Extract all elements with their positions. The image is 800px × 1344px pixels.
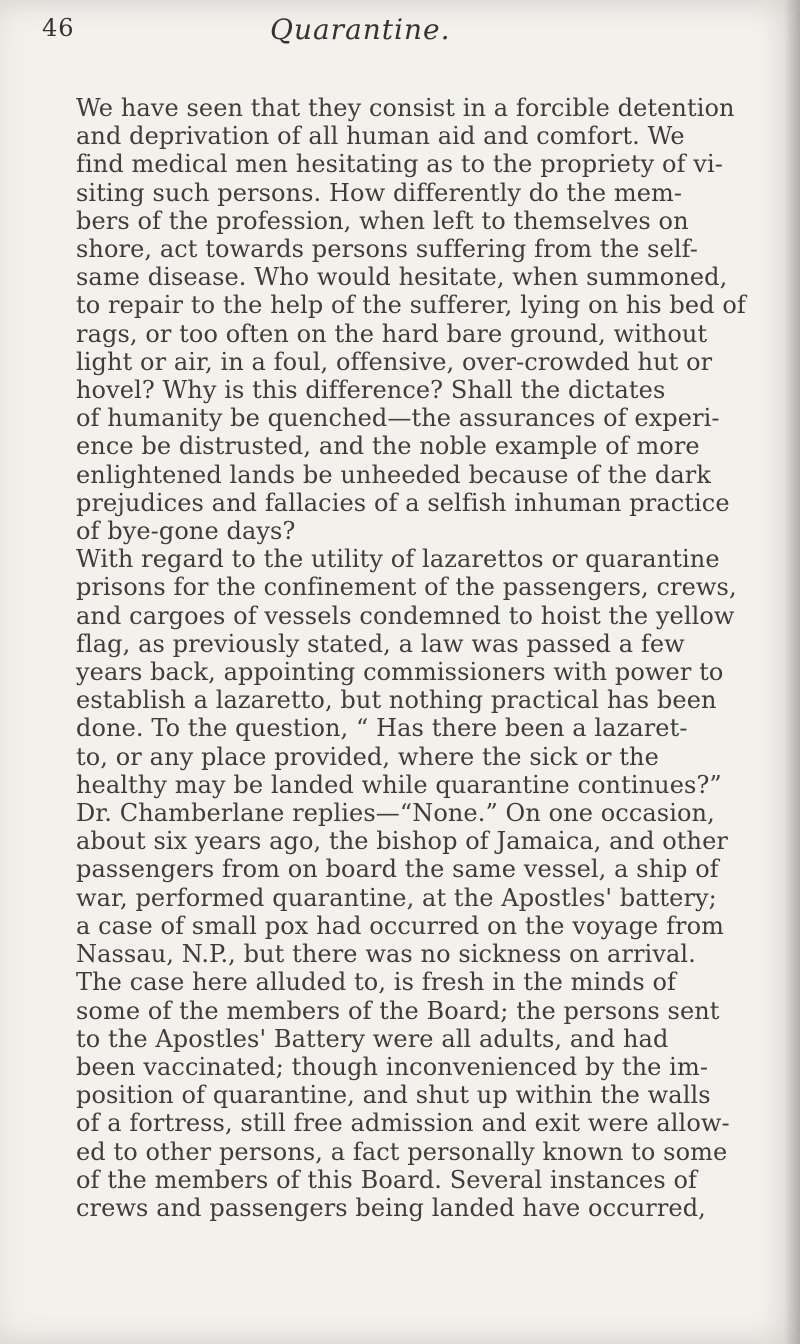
text-line: done. To the question, “ Has there been a lazaret- [76, 714, 688, 743]
text-line: position of quarantine, and shut up within the walls [76, 1081, 711, 1110]
text-line: The case here alluded to, is fresh in the minds of [76, 968, 676, 997]
main-text [52, 94, 770, 1222]
text-line: establish a lazaretto, but nothing practical has been [76, 686, 717, 715]
text-line: to repair to the help of the sufferer, lying on his bed of [76, 291, 746, 320]
text-line: light or air, in a foul, offensive, over-crowded hut or [76, 347, 713, 376]
text-line: and cargoes of vessels condemned to hoist the yellow [76, 601, 735, 630]
text-line: We have seen that they consist in a forcible detention [76, 94, 735, 122]
page-header [42, 8, 772, 62]
text-line: been vaccinated; though inconvenienced by the im- [76, 1052, 709, 1081]
text-line: shore, act towards persons suffering from the self- [76, 235, 699, 264]
text-line: a case of small pox had occurred on the voyage from [76, 911, 725, 940]
text-line: rags, or too often on the hard bare ground, without [76, 319, 708, 348]
text-line: of a fortress, still free admission and exit were allow- [76, 1109, 730, 1138]
text-line: years back, appointing commissioners with power to [76, 658, 724, 687]
text-line: prejudices and fallacies of a selfish inhuman practice [76, 488, 730, 517]
text-line: same disease. Who would hesitate, when summoned, [76, 263, 728, 292]
paragraph-one [52, 94, 770, 545]
text-line: find medical men hesitating as to the propriety of vi- [76, 150, 723, 179]
text-line: Nassau, N.P., but there was no sickness on arrival. [76, 940, 696, 969]
text-line: crews and passengers being landed have occurred, [76, 1193, 706, 1222]
running-title: Quarantine. [270, 13, 451, 46]
text-line: of humanity be quenched—the assurances of experi- [76, 404, 720, 433]
text-line: healthy may be landed while quarantine continues?” [76, 770, 722, 799]
page-edge-shadow [784, 0, 800, 1344]
text-line: and deprivation of all human aid and comfort. We [76, 122, 685, 151]
text-line: ed to other persons, a fact personally known to some [76, 1137, 728, 1166]
text-line: flag, as previously stated, a law was passed a few [76, 629, 685, 658]
text-line: about six years ago, the bishop of Jamaica, and other [76, 827, 728, 856]
text-line: ence be distrusted, and the noble example of more [76, 432, 700, 461]
text-line: passengers from on board the same vessel, a ship of [76, 855, 719, 884]
text-line: of the members of this Board. Several instances of [76, 1165, 698, 1194]
text-line: Dr. Chamberlane replies—“None.” On one occasion, [76, 799, 715, 828]
text-line: hovel? Why is this difference? Shall the dictates [76, 376, 666, 405]
text-line: of bye-gone days? [76, 517, 296, 546]
text-line: bers of the profession, when left to themselves on [76, 206, 689, 235]
text-line: to, or any place provided, where the sick or the [76, 742, 659, 771]
page-number: 46 [42, 14, 75, 42]
text-line: siting such persons. How differently do the mem- [76, 178, 683, 207]
text-line: some of the members of the Board; the persons sent [76, 996, 720, 1025]
text-line: prisons for the confinement of the passengers, crews, [76, 573, 737, 602]
paragraph-two [52, 545, 770, 1222]
text-line: With regard to the utility of lazarettos or quarantine [76, 545, 720, 574]
text-line: enlightened lands be unheeded because of the dark [76, 460, 712, 489]
text-line: war, performed quarantine, at the Apostles' battery; [76, 883, 717, 912]
text-line: to the Apostles' Battery were all adults, and had [76, 1024, 669, 1053]
